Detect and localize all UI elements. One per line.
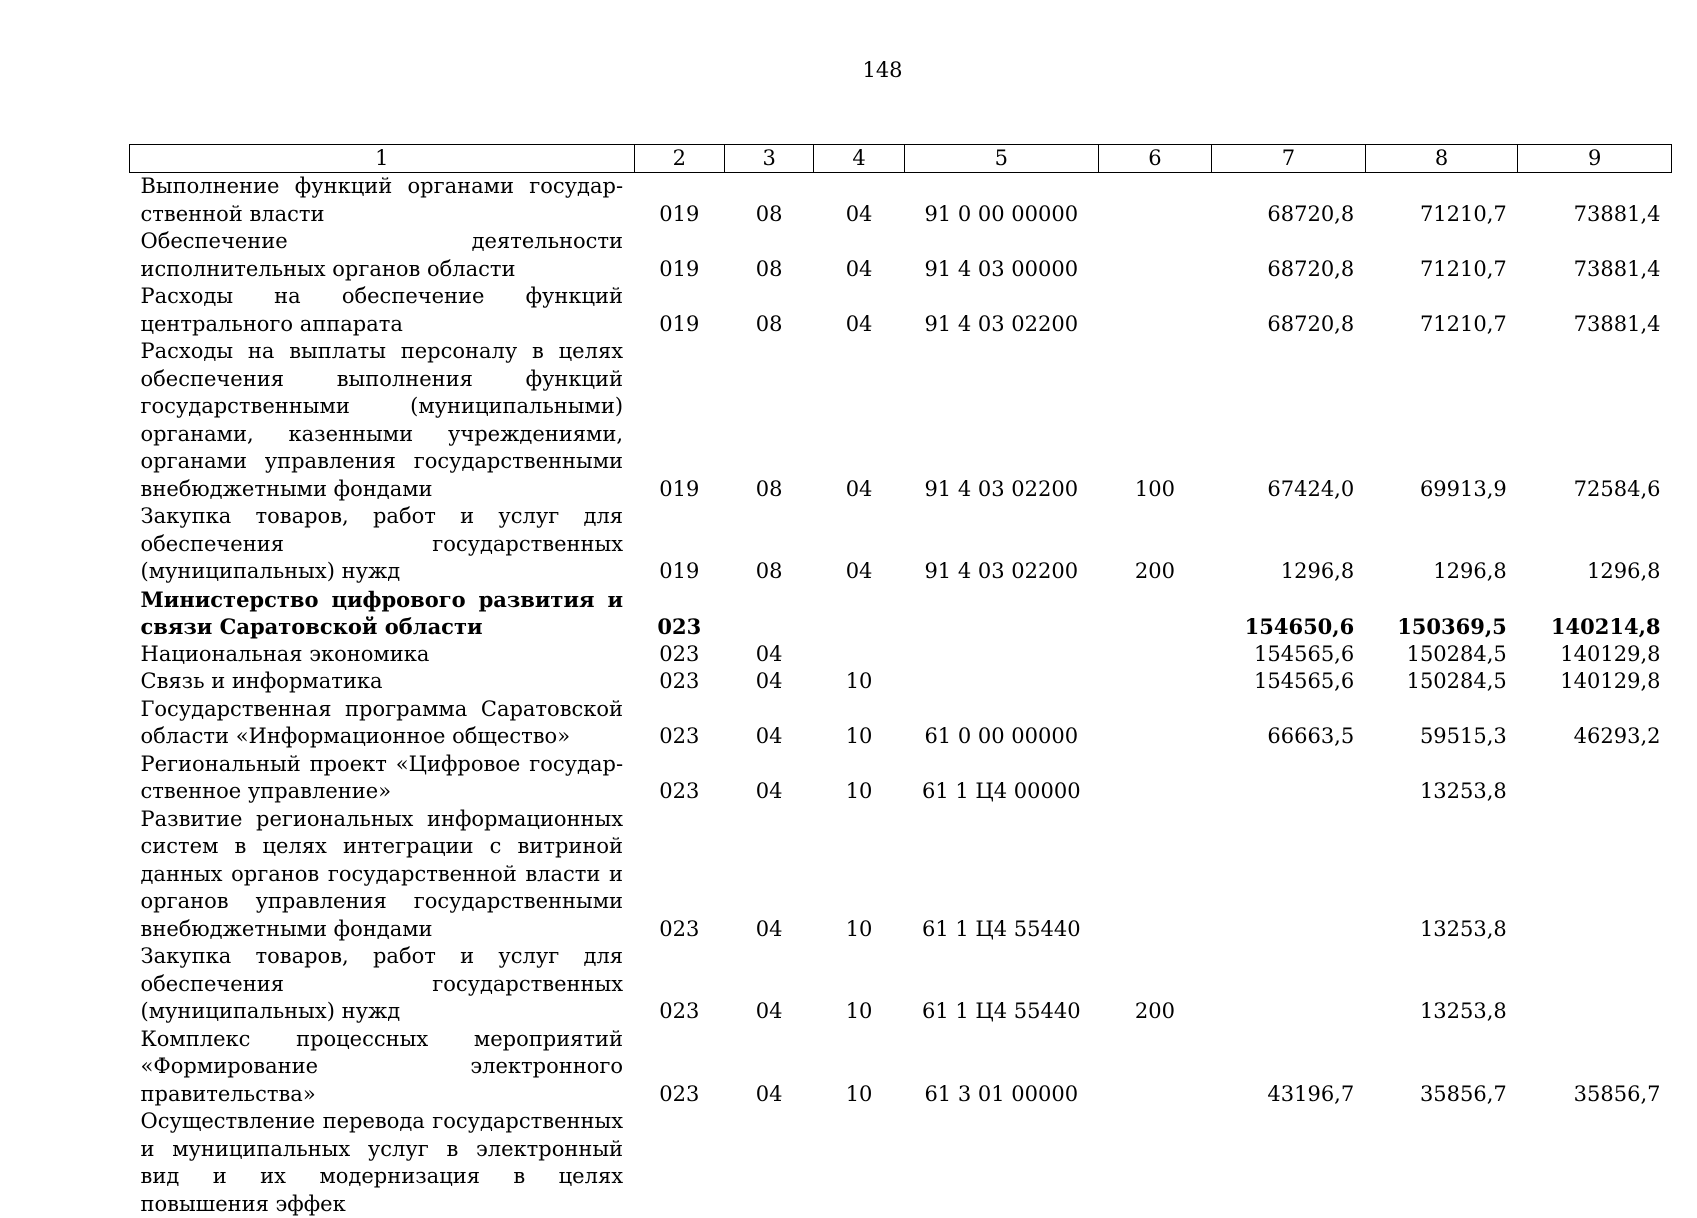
cell-subsection [814, 641, 904, 669]
cell-amount-col9 [1518, 806, 1672, 944]
cell-ministry-code: 019 [634, 173, 724, 229]
cell-ministry-code: 019 [634, 338, 724, 503]
row-name: Расходы на обеспечение функций центрального аппарата [130, 283, 635, 338]
cell-amount-col7: 154565,6 [1212, 668, 1366, 696]
table-row [130, 173, 1672, 229]
cell-amount-col8: 71210,7 [1365, 173, 1518, 229]
cell-amount-col7: 68720,8 [1212, 173, 1366, 229]
cell-expense-type [1098, 641, 1211, 669]
cell-section: 04 [724, 943, 813, 1026]
page-number: 148 [0, 58, 1697, 82]
cell-amount-col7 [1212, 751, 1366, 806]
table-row [130, 806, 1672, 944]
cell-target-article: 91 4 03 02200 [904, 338, 1098, 503]
cell-subsection: 10 [814, 1026, 904, 1109]
table-row [130, 283, 1672, 338]
cell-amount-col9: 73881,4 [1518, 173, 1672, 229]
row-name: Государственная программа Саратовской области «Информационное общество» [130, 696, 635, 751]
cell-target-article: 91 4 03 02200 [904, 503, 1098, 586]
cell-ministry-code: 023 [634, 751, 724, 806]
cell-ministry-code: 019 [634, 283, 724, 338]
cell-ministry-code: 019 [634, 228, 724, 283]
cell-amount-col9 [1518, 751, 1672, 806]
table-row [130, 503, 1672, 586]
row-name: Региональный проект «Цифровое государственное управление» [130, 751, 635, 806]
cell-amount-col9: 73881,4 [1518, 283, 1672, 338]
cell-ministry-code: 023 [634, 806, 724, 944]
cell-target-article [904, 668, 1098, 696]
cell-amount-col8: 13253,8 [1365, 943, 1518, 1026]
cell-section: 04 [724, 751, 813, 806]
cell-ministry-code: 019 [634, 503, 724, 586]
cell-amount-col9: 46293,2 [1518, 696, 1672, 751]
cell-section: 08 [724, 228, 813, 283]
table-row [130, 1108, 1672, 1218]
column-header-8: 8 [1365, 145, 1518, 173]
cell-amount-col8: 1296,8 [1365, 503, 1518, 586]
cell-target-article [904, 586, 1098, 641]
cell-expense-type: 200 [1098, 503, 1211, 586]
cell-target-article [904, 641, 1098, 669]
cell-amount-col7: 67424,0 [1212, 338, 1366, 503]
cell-target-article: 91 0 00 00000 [904, 173, 1098, 229]
table-body [130, 173, 1672, 1218]
column-header-9: 9 [1518, 145, 1672, 173]
row-name: Национальная экономика [130, 641, 635, 669]
cell-amount-col7: 68720,8 [1212, 283, 1366, 338]
table-row [130, 668, 1672, 696]
cell-amount-col8: 13253,8 [1365, 806, 1518, 944]
table-row [130, 586, 1672, 641]
table-row [130, 1026, 1672, 1109]
cell-expense-type [1098, 668, 1211, 696]
cell-ministry-code: 023 [634, 641, 724, 669]
cell-amount-col7: 68720,8 [1212, 228, 1366, 283]
cell-expense-type: 200 [1098, 943, 1211, 1026]
cell-amount-col7 [1212, 806, 1366, 944]
cell-amount-col7: 43196,7 [1212, 1026, 1366, 1109]
cell-target-article: 61 1 Ц4 55440 [904, 943, 1098, 1026]
cell-subsection: 10 [814, 943, 904, 1026]
cell-expense-type [1098, 586, 1211, 641]
cell-section [724, 586, 813, 641]
table-row [130, 228, 1672, 283]
table-row [130, 641, 1672, 669]
table-header [130, 145, 1672, 173]
cell-expense-type: 100 [1098, 338, 1211, 503]
row-name: Связь и информатика [130, 668, 635, 696]
cell-subsection: 04 [814, 283, 904, 338]
row-name: Закупка товаров, работ и услуг для обеспечения государственных (муниципальных) нужд [130, 943, 635, 1026]
cell-section: 04 [724, 1026, 813, 1109]
cell-target-article: 61 3 01 00000 [904, 1026, 1098, 1109]
cell-section: 08 [724, 283, 813, 338]
cell-target-article [904, 1108, 1098, 1218]
row-name: Закупка товаров, работ и услуг для обеспечения государственных (муниципальных) нужд [130, 503, 635, 586]
cell-amount-col8: 150369,5 [1365, 586, 1518, 641]
table-row [130, 338, 1672, 503]
cell-subsection: 10 [814, 806, 904, 944]
column-header-4: 4 [814, 145, 904, 173]
cell-amount-col9: 72584,6 [1518, 338, 1672, 503]
cell-subsection: 04 [814, 228, 904, 283]
cell-section: 08 [724, 503, 813, 586]
table-row [130, 696, 1672, 751]
cell-target-article: 91 4 03 00000 [904, 228, 1098, 283]
cell-section [724, 1108, 813, 1218]
cell-section: 04 [724, 806, 813, 944]
cell-amount-col9 [1518, 943, 1672, 1026]
cell-ministry-code: 023 [634, 668, 724, 696]
cell-section: 08 [724, 173, 813, 229]
cell-amount-col9: 140129,8 [1518, 668, 1672, 696]
column-header-7: 7 [1212, 145, 1366, 173]
cell-target-article: 61 1 Ц4 00000 [904, 751, 1098, 806]
row-name: Обеспечение деятельности исполнительных органов области [130, 228, 635, 283]
row-name: Осуществление перевода государственных и муниципальных услуг в электронный вид и их модернизация в целях повышения эффек [130, 1108, 635, 1218]
cell-amount-col9: 73881,4 [1518, 228, 1672, 283]
cell-amount-col7 [1212, 943, 1366, 1026]
cell-expense-type [1098, 806, 1211, 944]
cell-amount-col8: 69913,9 [1365, 338, 1518, 503]
column-header-1: 1 [130, 145, 635, 173]
column-header-3: 3 [724, 145, 813, 173]
cell-target-article: 61 0 00 00000 [904, 696, 1098, 751]
cell-ministry-code: 023 [634, 1026, 724, 1109]
column-header-5: 5 [904, 145, 1098, 173]
header-row [130, 145, 1672, 173]
cell-amount-col9: 140214,8 [1518, 586, 1672, 641]
cell-ministry-code: 023 [634, 943, 724, 1026]
budget-table [129, 144, 1672, 1218]
cell-expense-type [1098, 696, 1211, 751]
cell-subsection [814, 586, 904, 641]
cell-target-article: 91 4 03 02200 [904, 283, 1098, 338]
cell-section: 08 [724, 338, 813, 503]
table-row [130, 751, 1672, 806]
cell-ministry-code: 023 [634, 696, 724, 751]
cell-expense-type [1098, 228, 1211, 283]
row-name: Выполнение функций органами государственной власти [130, 173, 635, 229]
cell-subsection: 04 [814, 338, 904, 503]
row-name: Расходы на выплаты персоналу в целях обеспечения выполнения функций государственными (муниципальными) органами, казенными учреждениями, органами управления государственными внебюджетными фондами [130, 338, 635, 503]
cell-subsection [814, 1108, 904, 1218]
row-name: Комплекс процессных мероприятий «Формирование электронного правительства» [130, 1026, 635, 1109]
cell-amount-col7: 66663,5 [1212, 696, 1366, 751]
cell-section: 04 [724, 696, 813, 751]
cell-amount-col8: 71210,7 [1365, 228, 1518, 283]
cell-section: 04 [724, 668, 813, 696]
cell-amount-col8: 35856,7 [1365, 1026, 1518, 1109]
cell-amount-col8: 71210,7 [1365, 283, 1518, 338]
cell-amount-col7 [1212, 1108, 1366, 1218]
cell-expense-type [1098, 173, 1211, 229]
cell-amount-col8: 59515,3 [1365, 696, 1518, 751]
cell-subsection: 10 [814, 751, 904, 806]
cell-expense-type [1098, 1026, 1211, 1109]
cell-amount-col7: 1296,8 [1212, 503, 1366, 586]
cell-amount-col9 [1518, 1108, 1672, 1218]
row-name: Министерство цифрового развития и связи Саратовской области [130, 586, 635, 641]
column-header-6: 6 [1098, 145, 1211, 173]
cell-ministry-code: 023 [634, 586, 724, 641]
cell-expense-type [1098, 1108, 1211, 1218]
row-name: Развитие региональных информационных систем в целях интеграции с витриной данных органов государственной власти и органов управления государственными внебюджетными фондами [130, 806, 635, 944]
cell-amount-col9: 140129,8 [1518, 641, 1672, 669]
cell-amount-col8: 150284,5 [1365, 641, 1518, 669]
cell-subsection: 10 [814, 696, 904, 751]
cell-subsection: 04 [814, 503, 904, 586]
cell-expense-type [1098, 283, 1211, 338]
column-header-2: 2 [634, 145, 724, 173]
cell-subsection: 04 [814, 173, 904, 229]
table-row [130, 943, 1672, 1026]
cell-ministry-code [634, 1108, 724, 1218]
cell-subsection: 10 [814, 668, 904, 696]
cell-amount-col7: 154650,6 [1212, 586, 1366, 641]
cell-amount-col8: 13253,8 [1365, 751, 1518, 806]
cell-section: 04 [724, 641, 813, 669]
cell-amount-col8: 150284,5 [1365, 668, 1518, 696]
cell-amount-col8 [1365, 1108, 1518, 1218]
cell-target-article: 61 1 Ц4 55440 [904, 806, 1098, 944]
cell-amount-col9: 1296,8 [1518, 503, 1672, 586]
cell-amount-col9: 35856,7 [1518, 1026, 1672, 1109]
cell-expense-type [1098, 751, 1211, 806]
cell-amount-col7: 154565,6 [1212, 641, 1366, 669]
